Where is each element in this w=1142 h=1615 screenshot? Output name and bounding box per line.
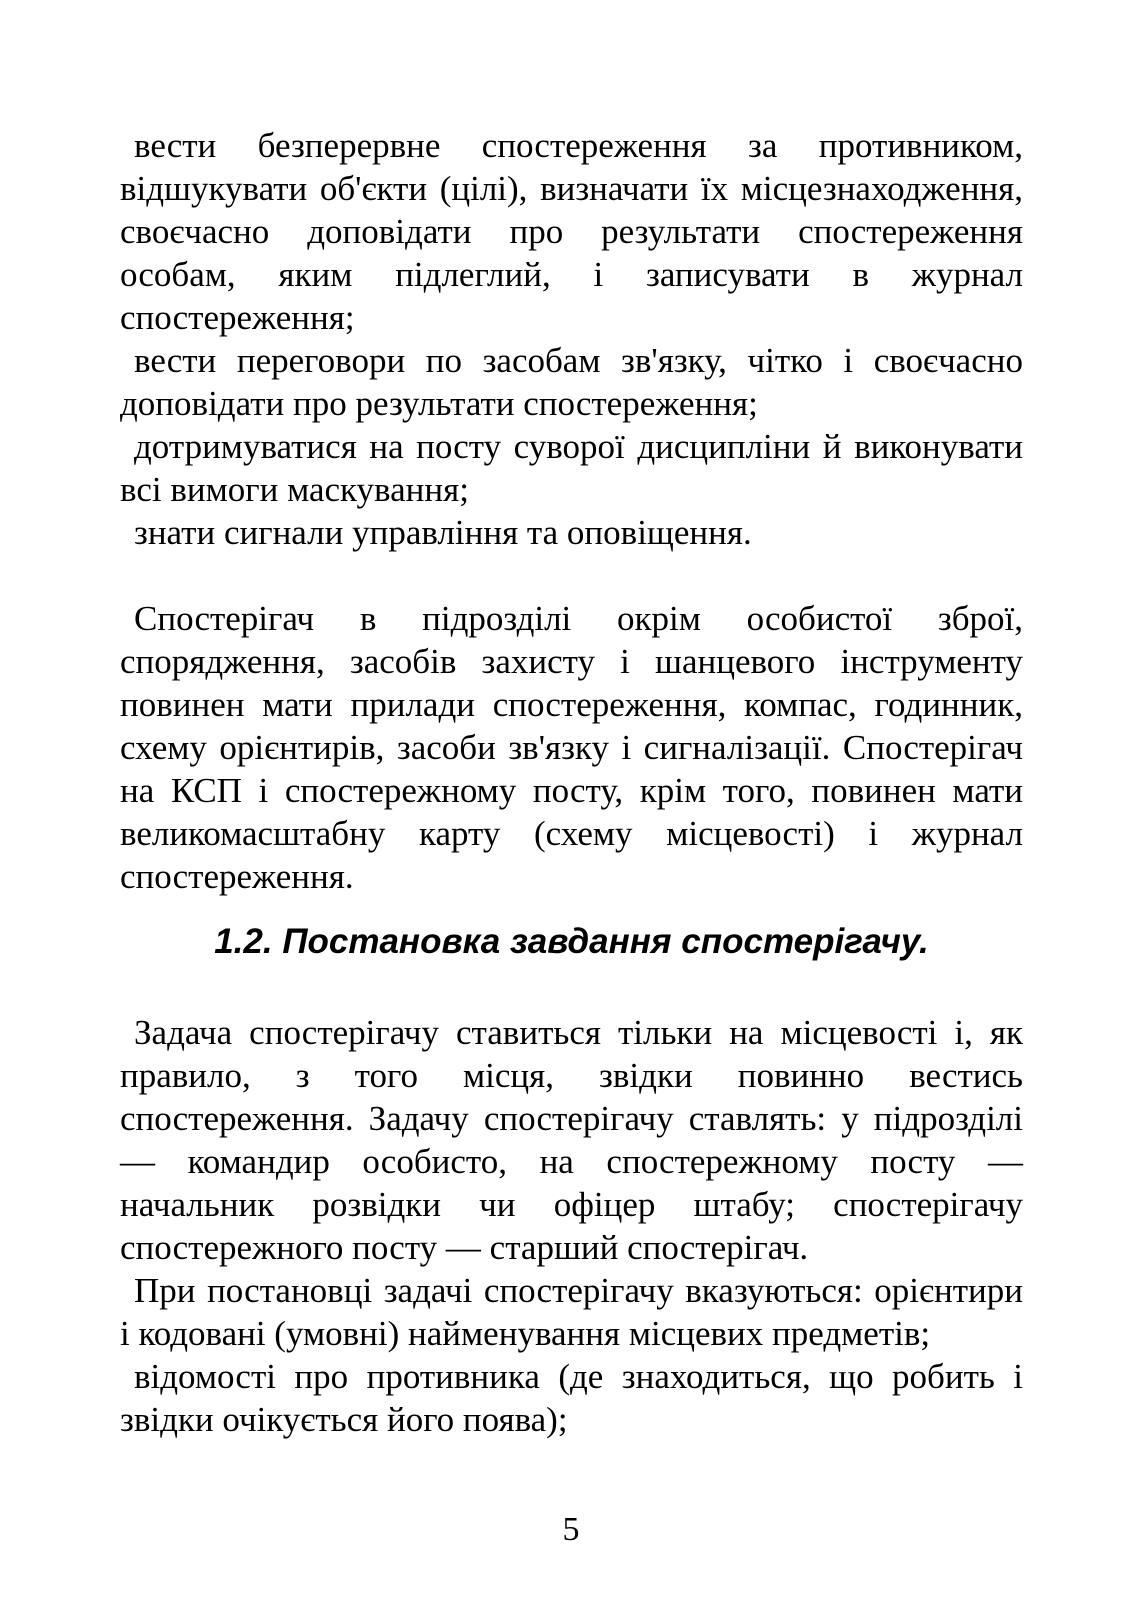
section-heading: 1.2. Постановка завдання спостерігачу. — [214, 922, 929, 961]
paragraph-duty-communications: вести переговори по засобам зв'язку, чітко і своєчасно доповідати про результати спостереження; — [120, 341, 1023, 423]
paragraph-observer-equipment: Спостерігач в підрозділі окрім особистої зброї, спорядження, засобів захисту і шанцевого інструменту повинен мати прилади спостереження, компас, годинник, схему орієнтирів, засоби зв'язку і сигналізації. Спостерігач на КСП і спостережному посту, крім того, повинен мати великомасштабну карту (схему місцевості) і журнал спостереження. — [120, 599, 1023, 896]
paragraph-enemy-info: відомості про противника (де знаходиться, що робить і звідки очікується його поява); — [120, 1357, 1023, 1439]
paragraph-duty-discipline: дотримуватися на посту суворої дисципліни й виконувати всі вимоги маскування; — [120, 427, 1023, 509]
page-body — [120, 124, 1023, 1441]
paragraph-duty-signals: знати сигнали управління та оповіщення. — [134, 513, 752, 552]
page-number: 5 — [562, 1511, 580, 1548]
paragraph-task-includes: При постановці задачі спостерігачу вказуються: орієнтири і кодовані (умовні) найменування місцевих предметів; — [120, 1271, 1023, 1353]
paragraph-task-setting: Задача спостерігачу ставиться тільки на місцевості і, як правило, з того місця, звідки повинно вестись спостереження. Задачу спостерігачу ставлять: у підрозділі — командир особисто, на спостережному посту — начальник розвідки чи офіцер штабу; спостерігачу спостережного посту — старший спостерігач. — [120, 1013, 1023, 1267]
paragraph-duty-observe: вести безперервне спостереження за противником, відшукувати об'єкти (цілі), визначати їх місцезнаходження, своєчасно доповідати про результати спостереження особам, яким підлеглий, і записувати в журнал спостереження; — [120, 126, 1023, 337]
